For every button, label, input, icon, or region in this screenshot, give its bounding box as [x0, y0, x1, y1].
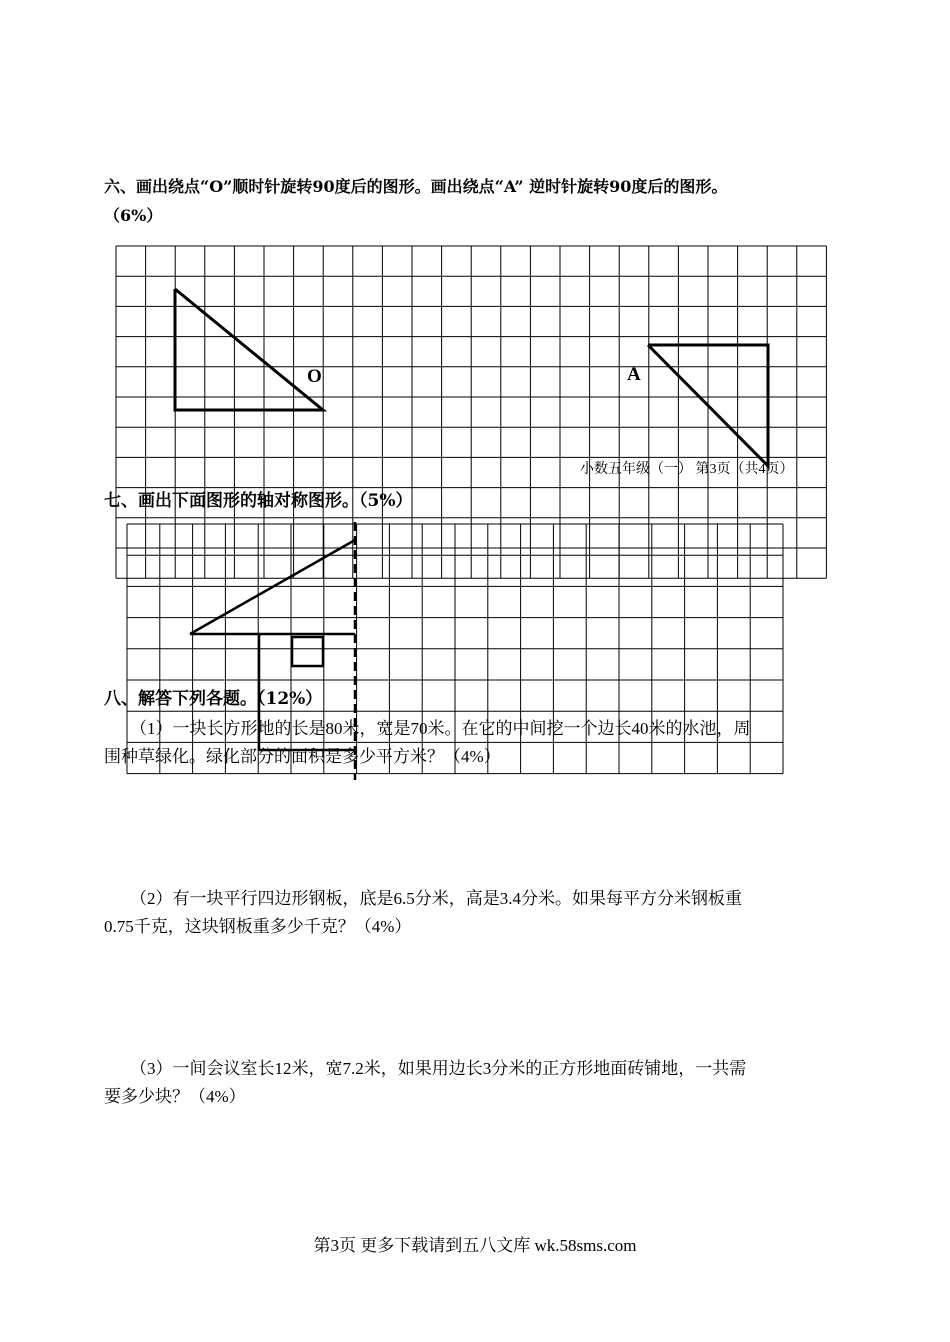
problem-2-line-2: 0.75千克，这块钢板重多少千克？（4%）: [104, 917, 412, 936]
problem-2-line-1: （2）有一块平行四边形钢板，底是6.5分米，高是3.4分米。如果每平方分米钢板重: [130, 889, 742, 908]
symmetry-small-square: [292, 637, 323, 666]
page-footer: 第3页 更多下载请到五八文库 wk.58sms.com: [313, 1236, 637, 1255]
question-6-title: 六、画出绕点“O”顺时针旋转90度后的图形。画出绕点“A” 逆时针旋转90度后的图形。: [104, 177, 728, 196]
point-a-label: A: [627, 364, 641, 385]
problem-1-line-1: （1）一块长方形地的长是80米，宽是70米。在它的中间挖一个边长40米的水池，周: [130, 719, 751, 738]
question-6-score: （6%）: [104, 206, 163, 225]
problem-3-line-1: （3）一间会议室长12米，宽7.2米，如果用边长3分米的正方形地面砖铺地，一共需: [130, 1059, 747, 1078]
point-o-label: O: [307, 366, 322, 387]
rotation-grid: [116, 246, 826, 578]
question-7-title: 七、画出下面图形的轴对称图形。（5%）: [104, 491, 413, 511]
symmetry-triangle-edge: [190, 540, 355, 634]
page-header: 小数五年级（一） 第3页（共4页）: [580, 462, 794, 477]
problem-3-line-2: 要多少块？（4%）: [104, 1087, 246, 1106]
question-8-title: 八、解答下列各题。（12%）: [104, 689, 323, 709]
triangle-o: [175, 289, 323, 410]
problem-1-line-2: 围种草绿化。绿化部分的面积是多少平方米？（4%）: [104, 747, 501, 766]
